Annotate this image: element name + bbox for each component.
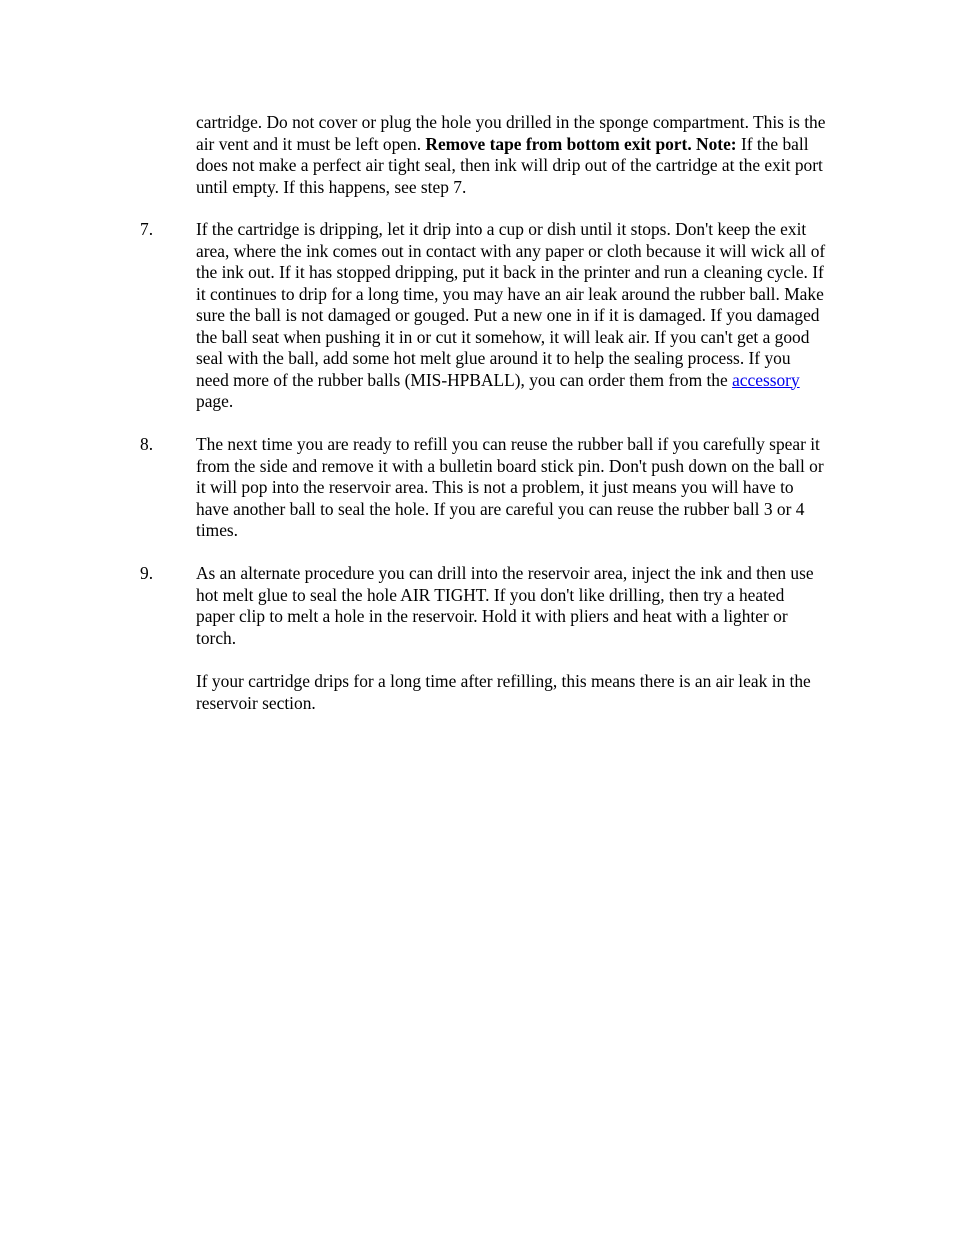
- step-9-text: As an alternate procedure you can drill into the reservoir area, inject the ink and then use hot melt glue to seal the hole AIR TIGHT. If you don't like drilling, then try a heated paper clip to melt a hole in the reservoir. Hold it with pliers and heat with a lighter or torch.: [196, 563, 814, 648]
- continuation-text-2: If the ball does not make a perfect air tight seal, then ink will drip out of the cartridge at the exit port until empty. If this happens, see step 7.: [196, 133, 823, 197]
- continuation-text-1: cartridge. Do not cover or plug the hole you drilled in the sponge compartment. This is the air vent and it must be left open.: [196, 112, 826, 154]
- note-label: Note:: [696, 133, 737, 154]
- step-number-7: 7.: [140, 219, 154, 239]
- step-7-text: If the cartridge is dripping, let it drip into a cup or dish until it stops. Don't keep the exit area, where the ink comes out in contact with any paper or cloth because it will wick all of the ink out. If it has stopped dripping, put it back in the printer and run a cleaning cycle. If it continues to drip for a long time, you may have an air leak around the rubber ball. Make sure the ball is not damaged or gouged. Put a new one in if it is damaged. If you damaged the ball seat when pushing it in or cut it somehow, it will leak air. If you can't get a good seal with the ball, add some hot melt glue around it to help the sealing process. If you need more of the rubber balls (MIS-HPBALL), you can order them from the accessory page.: [196, 219, 826, 411]
- remove-tape-instruction: Remove tape from bottom exit port.: [425, 133, 692, 154]
- accessory-link[interactable]: accessory: [732, 369, 800, 390]
- step-8-text: The next time you are ready to refill you can reuse the rubber ball if you carefully spear it from the side and remove it with a bulletin board stick pin. Don't push down on the ball or it will pop into the reservoir area. This is not a problem, it just means you will have to have another ball to seal the hole. If you are careful you can reuse the rubber ball 3 or 4 times.: [196, 434, 824, 540]
- step-number-8: 8.: [140, 434, 154, 454]
- closing-note: If your cartridge drips for a long time after refilling, this means there is an air leak in the reservoir section.: [196, 671, 811, 713]
- step-6-continuation: [196, 112, 826, 198]
- step-number-9: 9.: [140, 563, 154, 583]
